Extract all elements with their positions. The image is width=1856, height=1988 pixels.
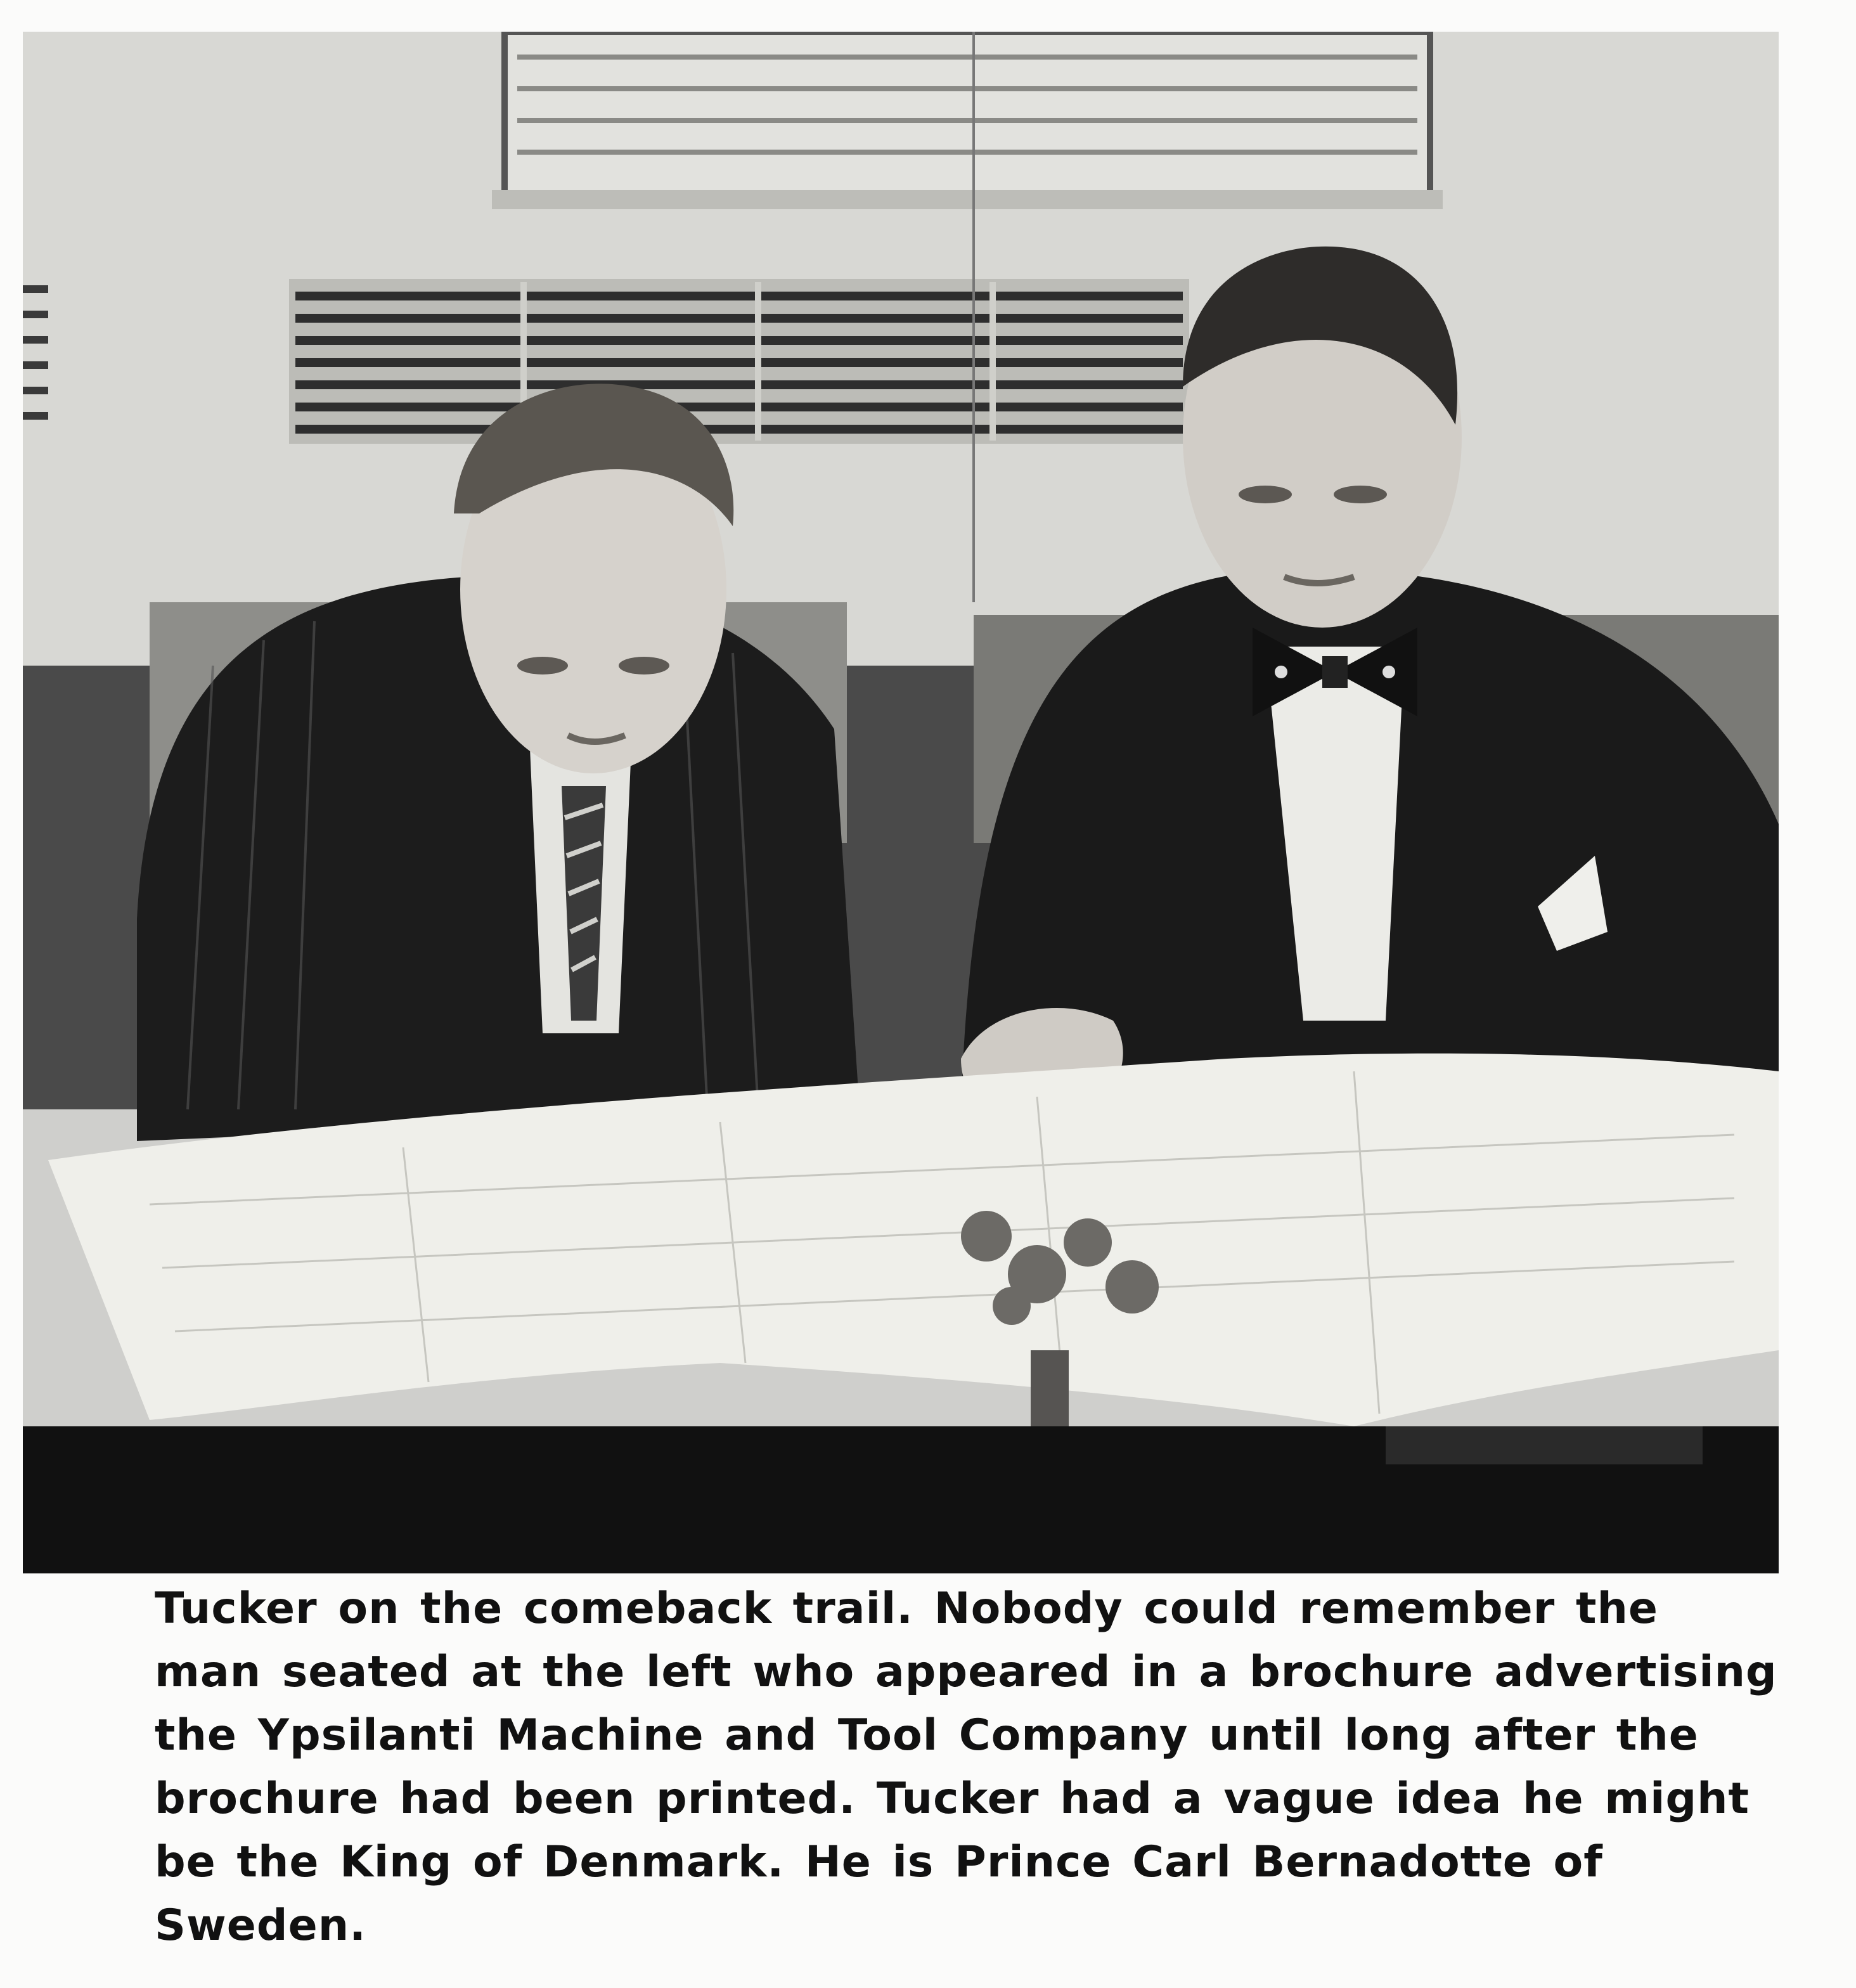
caption-line: brochure had been printed. Tucker had a vague idea he might	[155, 1774, 1750, 1824]
photograph-illustration	[23, 32, 1779, 1573]
photograph	[23, 32, 1779, 1573]
caption-line: Sweden.	[155, 1901, 366, 1951]
caption-line: the Ypsilanti Machine and Tool Company until long after the	[155, 1710, 1699, 1760]
caption-line: Tucker on the comeback trail. Nobody could remember the	[155, 1584, 1658, 1634]
caption-line: man seated at the left who appeared in a brochure advertising	[155, 1647, 1777, 1697]
photo-caption	[155, 1577, 1777, 1958]
caption-line: be the King of Denmark. He is Prince Carl Bernadotte of	[155, 1837, 1603, 1887]
